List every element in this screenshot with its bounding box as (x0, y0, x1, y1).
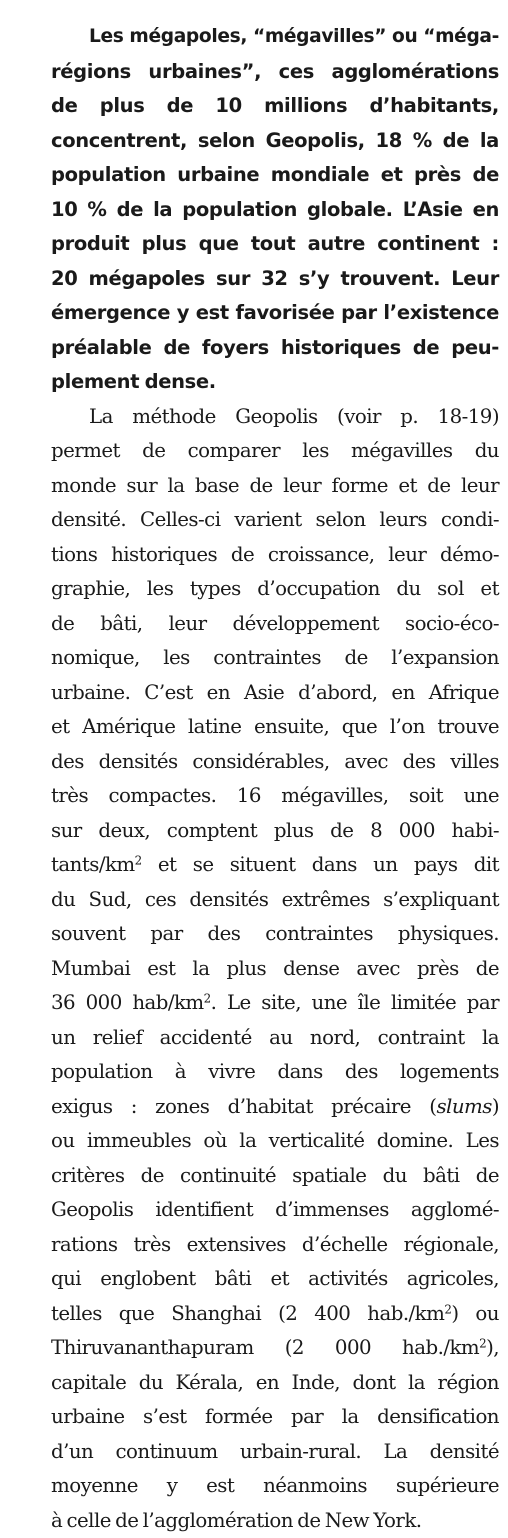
body-line: telles que Shanghai (2 400 $hab./km^2$) ou (51, 1297, 499, 1332)
body-line: La méthode Geopolis (voir p. 18-19) (51, 400, 499, 435)
body-line: souvent par des contraintes physiques. (51, 917, 499, 952)
body-line: rations très extensives d’échelle régionale, (51, 1228, 499, 1263)
body-line: ou immeubles où la verticalité domine. Les (51, 1124, 499, 1159)
body-line: moyenne y est néanmoins supérieure (51, 1469, 499, 1504)
body-line: exigus : zones d’habitat précaire (slums) (51, 1090, 499, 1125)
body-line: critères de continuité spatiale du bâti de (51, 1159, 499, 1194)
body-line: des densités considérables, avec des villes (51, 745, 499, 780)
lead-line: population urbaine mondiale et près de (51, 158, 499, 193)
body-line: graphie, les types d’occupation du sol et (51, 572, 499, 607)
body-line: urbaine s’est formée par la densification (51, 1400, 499, 1435)
body-paragraph (51, 400, 499, 1538)
body-line: du Sud, ces densités extrêmes s’expliquant (51, 883, 499, 918)
body-line: de bâti, leur développement socio-éco- (51, 607, 499, 642)
lead-line: 10 % de la population globale. L’Asie en (51, 193, 499, 228)
lead-line: émergence y est favorisée par l’existence (51, 296, 499, 331)
body-line: monde sur la base de leur forme et de leur (51, 469, 499, 504)
lead-line: plement dense. (51, 365, 499, 400)
body-line: qui englobent bâti et activités agricoles, (51, 1262, 499, 1297)
body-line: Thiruvananthapuram (2 000 $hab./km^2$), (51, 1331, 499, 1366)
lead-line: 20 mégapoles sur 32 s’y trouvent. Leur (51, 262, 499, 297)
document-page (51, 20, 499, 1538)
lead-line: régions urbaines”, ces agglomérations (51, 55, 499, 90)
lead-paragraph (51, 20, 499, 400)
body-line: permet de comparer les mégavilles du (51, 434, 499, 469)
body-line: tants/$km^2$ et se situent dans un pays dit (51, 848, 499, 883)
body-line: et Amérique latine ensuite, que l’on trouve (51, 710, 499, 745)
lead-line: préalable de foyers historiques de peu- (51, 331, 499, 366)
body-line: très compactes. 16 mégavilles, soit une (51, 779, 499, 814)
lead-line: de plus de 10 millions d’habitants, (51, 89, 499, 124)
body-line: sur deux, comptent plus de 8 000 habi- (51, 814, 499, 849)
body-line: tions historiques de croissance, leur démo- (51, 538, 499, 573)
body-line: à celle de l’agglomération de New York. (51, 1504, 499, 1538)
body-line: urbaine. C’est en Asie d’abord, en Afrique (51, 676, 499, 711)
body-line: 36 000 hab/$km^2$. Le site, une île limitée par (51, 986, 499, 1021)
lead-line: concentrent, selon Geopolis, 18 % de la (51, 124, 499, 159)
body-line: d’un continuum urbain-rural. La densité (51, 1435, 499, 1470)
body-line: densité. Celles-ci varient selon leurs condi- (51, 503, 499, 538)
body-line: capitale du Kérala, en Inde, dont la région (51, 1366, 499, 1401)
body-line: Geopolis identifient d’immenses agglomé- (51, 1193, 499, 1228)
body-line: Mumbai est la plus dense avec près de (51, 952, 499, 987)
body-line: nomique, les contraintes de l’expansion (51, 641, 499, 676)
body-line: un relief accidenté au nord, contraint la (51, 1021, 499, 1056)
lead-line: Les mégapoles, “mégavilles” ou “méga- (51, 20, 499, 55)
lead-line: produit plus que tout autre continent : (51, 227, 499, 262)
body-line: population à vivre dans des logements (51, 1055, 499, 1090)
